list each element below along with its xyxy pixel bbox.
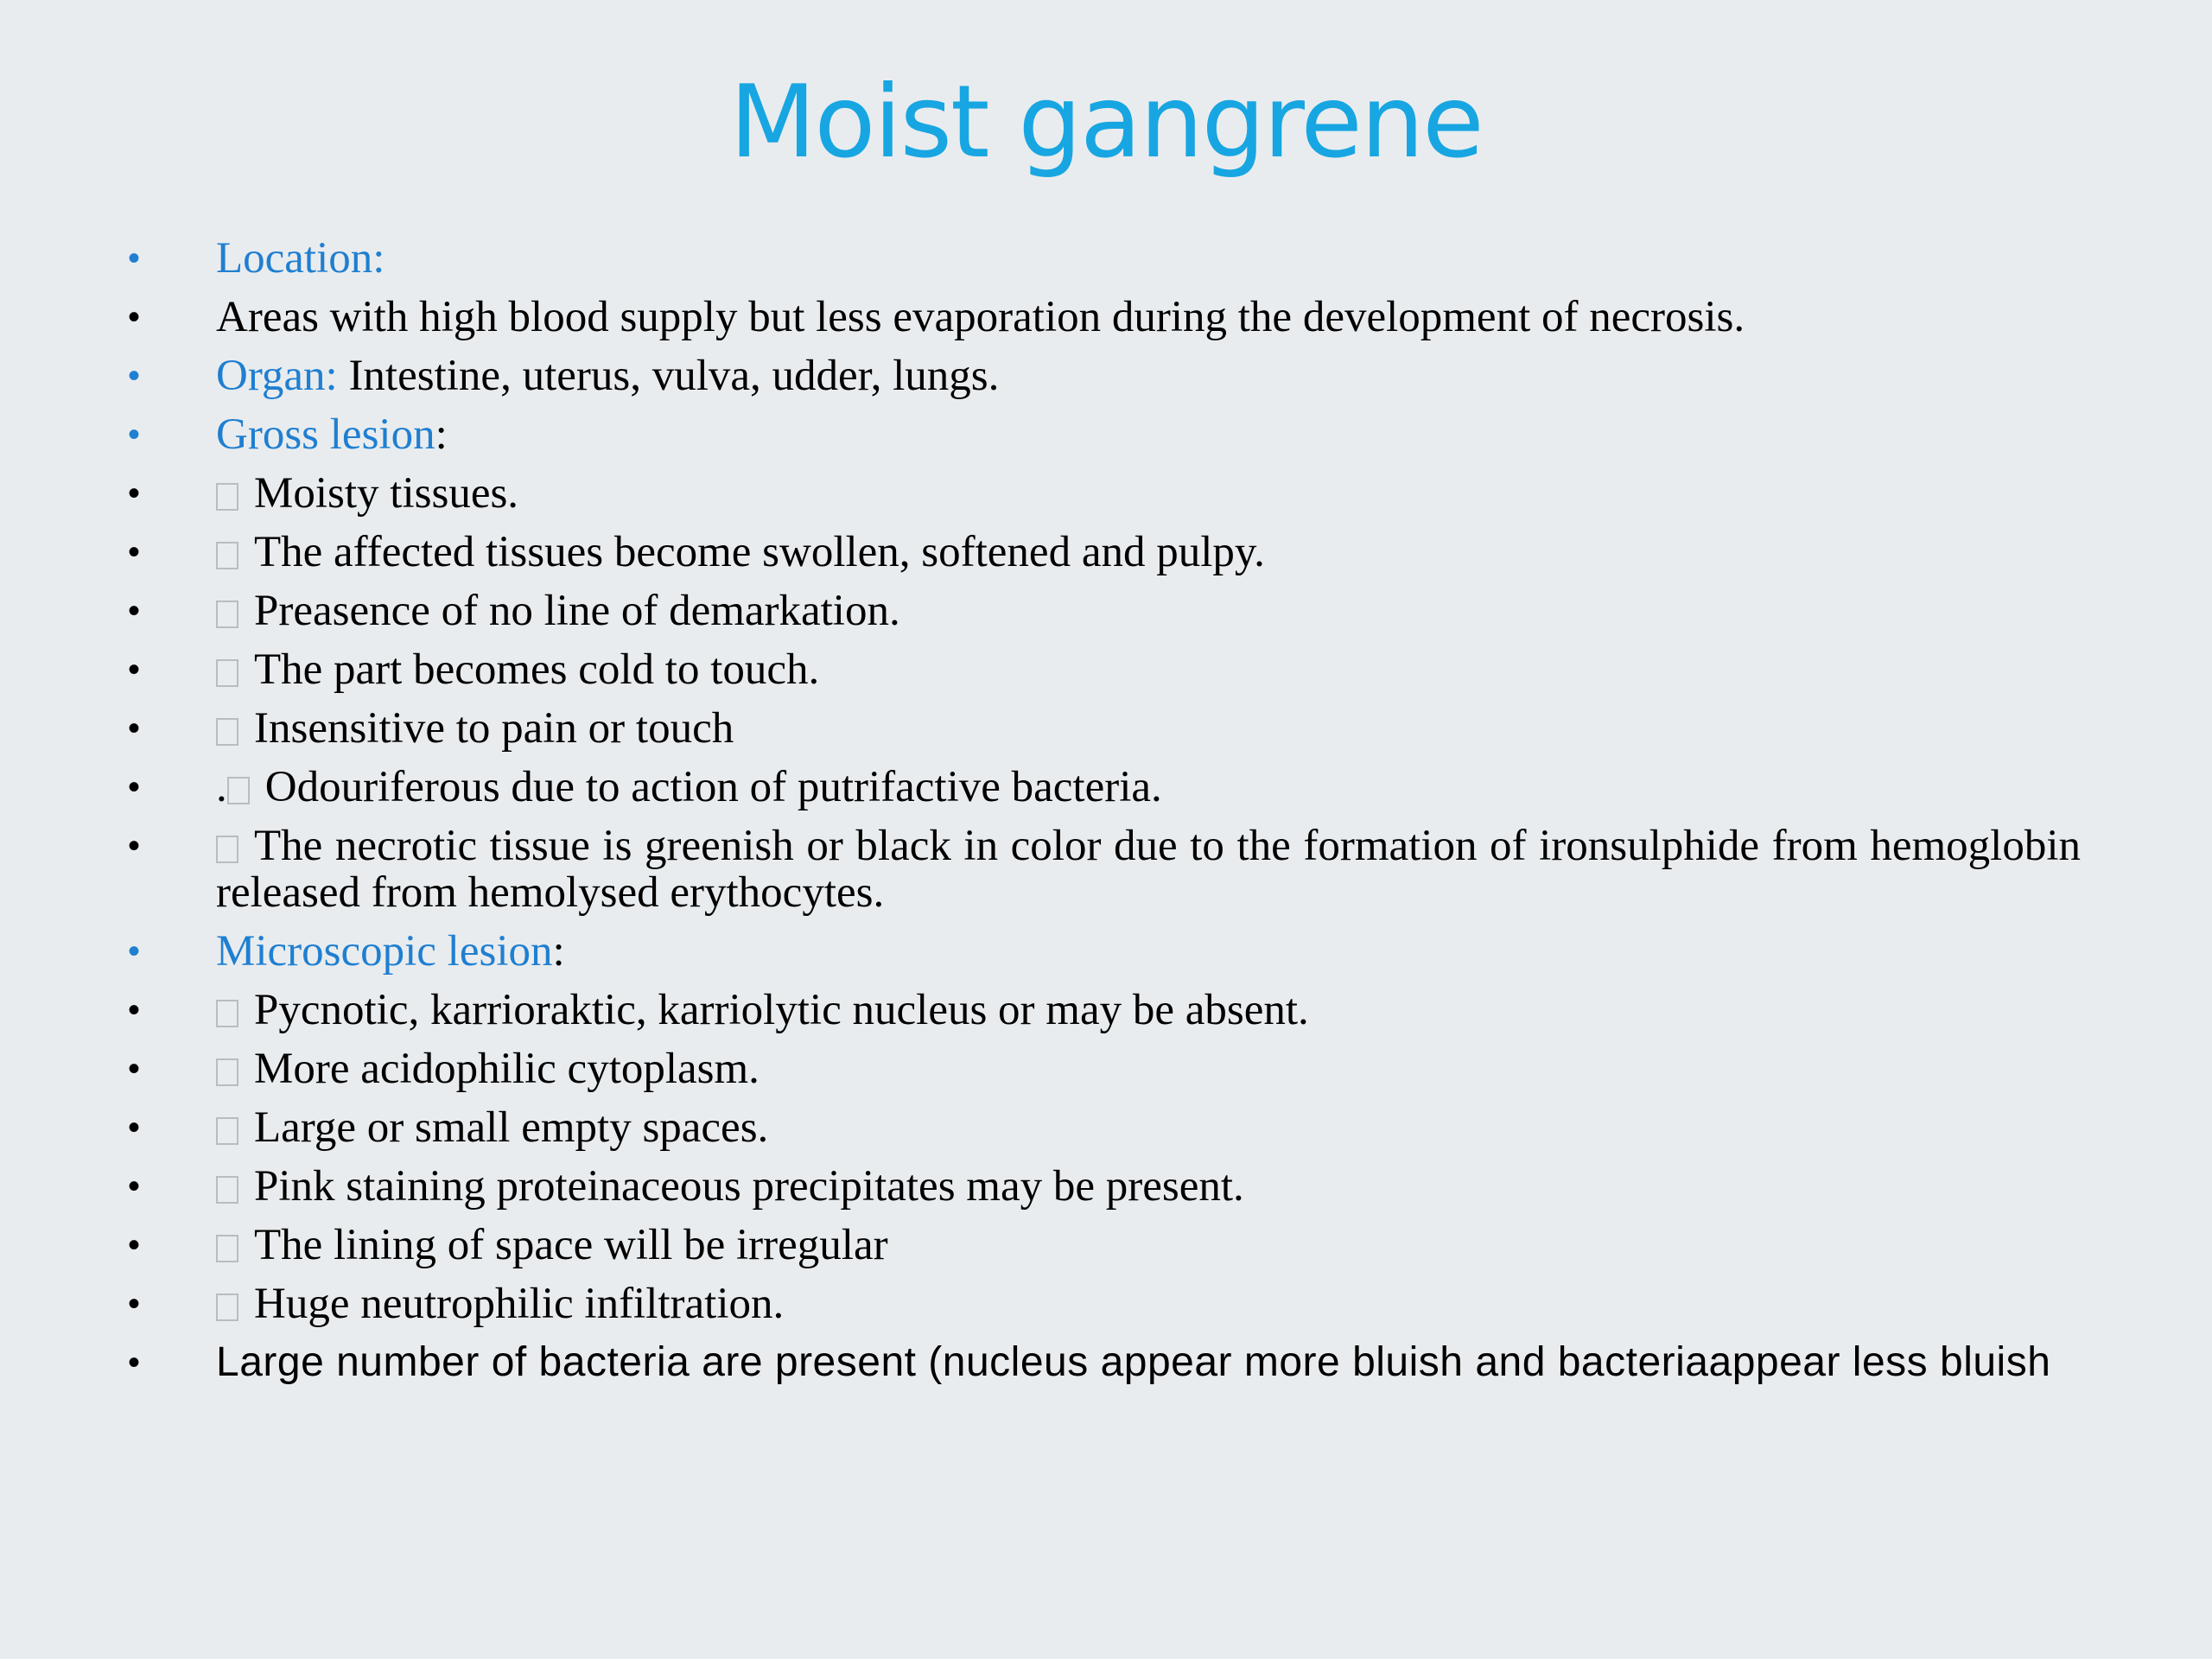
item-text: Large number of bacteria are present (nucleus appear more bluish and bacteriaappear less bluish: [216, 1339, 2051, 1385]
bullet-icon: •: [128, 1167, 141, 1205]
section-label-gross-lesion: Gross lesion: [216, 410, 435, 459]
item-text: Pink staining proteinaceous precipitates may be present.: [254, 1162, 1244, 1211]
list-item: [128, 1339, 2081, 1386]
list-item: [128, 1222, 2081, 1268]
slide-title: Moist gangrene: [729, 64, 1483, 181]
missing-glyph-icon: [216, 836, 238, 863]
bullet-icon: •: [128, 592, 141, 630]
item-text: Moisty tissues.: [254, 469, 519, 518]
list-item: [128, 1104, 2081, 1151]
bullet-icon: •: [128, 827, 141, 865]
bullet-icon: •: [128, 298, 141, 336]
list-item: [128, 529, 2081, 575]
list-item: [128, 705, 2081, 752]
item-text: More acidophilic cytoplasm.: [254, 1045, 760, 1093]
item-text: :: [435, 410, 448, 459]
item-text: The affected tissues become swollen, softened and pulpy.: [254, 528, 1265, 576]
bullet-icon: •: [128, 1226, 141, 1264]
list-item: [128, 470, 2081, 517]
bullet-icon: •: [128, 239, 141, 277]
bullet-icon: •: [128, 709, 141, 747]
item-text: Insensitive to pain or touch: [254, 704, 734, 753]
item-text: Large or small empty spaces.: [254, 1103, 769, 1152]
item-text: Odouriferous due to action of putrifactive bacteria.: [264, 763, 1162, 811]
bullet-icon: •: [128, 1050, 141, 1088]
bullet-icon: •: [128, 416, 141, 454]
bullet-icon: •: [128, 357, 141, 395]
section-label-organ: Organ:: [216, 352, 338, 400]
list-item: [128, 411, 2081, 458]
list-item: [128, 987, 2081, 1033]
list-item: [128, 1046, 2081, 1092]
list-item: [128, 353, 2081, 399]
missing-glyph-icon: [216, 718, 238, 746]
missing-glyph-icon: [216, 1294, 238, 1321]
bullet-icon: •: [128, 932, 141, 970]
item-text: Pycnotic, karrioraktic, karriolytic nucleus or may be absent.: [254, 986, 1309, 1034]
list-item: [128, 823, 2081, 916]
missing-glyph-icon: [216, 659, 238, 687]
bullet-icon: •: [128, 1109, 141, 1147]
bullet-icon: •: [128, 1344, 141, 1382]
list-item: [128, 294, 2081, 340]
missing-glyph-icon: [216, 1117, 238, 1145]
list-item: [128, 764, 2081, 810]
bullet-icon: •: [128, 533, 141, 571]
item-prefix: .: [216, 763, 227, 811]
section-label-microscopic-lesion: Microscopic lesion: [216, 927, 553, 976]
item-text: The lining of space will be irregular: [254, 1221, 888, 1269]
missing-glyph-icon: [216, 542, 238, 569]
missing-glyph-icon: [216, 1176, 238, 1204]
missing-glyph-icon: [216, 1058, 238, 1086]
missing-glyph-icon: [216, 1235, 238, 1262]
bullet-icon: •: [128, 991, 141, 1029]
item-text: Preasence of no line of demarkation.: [254, 587, 900, 635]
item-text: :: [552, 927, 565, 976]
bullet-icon: •: [128, 768, 141, 806]
item-text: Intestine, uterus, vulva, udder, lungs.: [337, 352, 1000, 400]
item-text: Areas with high blood supply but less evaporation during the development of necrosis.: [216, 293, 1745, 341]
list-item: [128, 1281, 2081, 1327]
missing-glyph-icon: [227, 777, 250, 804]
bullet-icon: •: [128, 474, 141, 512]
bullet-icon: •: [128, 1285, 141, 1323]
list-item: [128, 1163, 2081, 1210]
item-text: The necrotic tissue is greenish or black in color due to the formation of ironsulphide from hemoglobin released from hemolysed erythocytes.: [216, 822, 2081, 917]
section-label-location: Location:: [216, 234, 385, 283]
item-text: The part becomes cold to touch.: [254, 645, 820, 694]
missing-glyph-icon: [216, 1000, 238, 1027]
bullet-icon: •: [128, 651, 141, 689]
list-item: [128, 646, 2081, 693]
item-text: Huge neutrophilic infiltration.: [254, 1280, 785, 1328]
bullet-list: [128, 235, 2081, 1398]
missing-glyph-icon: [216, 601, 238, 628]
list-item: [128, 928, 2081, 975]
missing-glyph-icon: [216, 483, 238, 511]
list-item: [128, 235, 2081, 282]
list-item: [128, 588, 2081, 634]
